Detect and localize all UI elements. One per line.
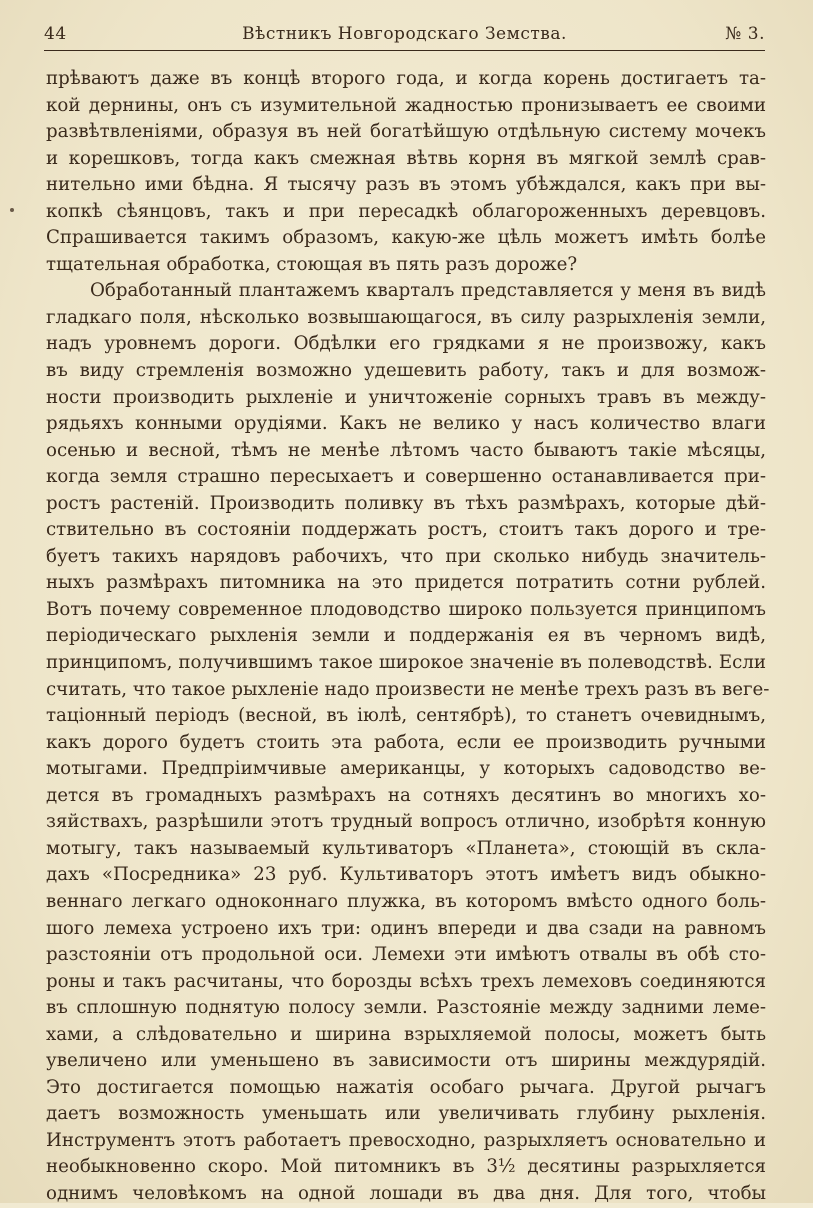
text-line: даетъ возможность уменьшать или увеличивать глубину рыхленія.: [46, 1103, 766, 1125]
text-line: прѣваютъ даже въ концѣ второго года, и когда корень достигаетъ та-: [46, 68, 766, 89]
text-line: ствительно въ состояніи поддержать ростъ, стоитъ такъ дорого и тре-: [46, 519, 766, 541]
text-line: рядьяхъ конными орудіями. Какъ не велико у насъ количество влаги: [46, 413, 766, 435]
journal-title: Вѣстникъ Новгородскаго Земства.: [242, 24, 567, 44]
issue-number: № 3.: [725, 24, 765, 44]
text-line: періодическаго рыхленія земли и поддержанія ея въ черномъ видѣ,: [46, 625, 766, 647]
text-line: однимъ человѣкомъ на одной лошади въ два дня. Для того, чтобы: [46, 1182, 766, 1204]
text-line: разстояніи отъ продольной оси. Лемехи эти имѣютъ отвалы въ обѣ сто-: [46, 944, 766, 966]
text-line: таціонный періодъ (весной, въ іюлѣ, сентябрѣ), то станетъ очевиднымъ,: [46, 705, 766, 727]
text-line: увеличено или уменьшено въ зависимости отъ ширины междурядій.: [46, 1050, 766, 1072]
text-line: нительно ими бѣдна. Я тысячу разъ въ этомъ убѣждался, какъ при вы-: [46, 174, 766, 196]
text-line: Вотъ почему современное плодоводство широко пользуется принципомъ: [46, 598, 766, 620]
header-rule: [44, 50, 765, 51]
running-header: [44, 18, 765, 48]
text-line: принципомъ, получившимъ такое широкое значеніе въ полеводствѣ. Если: [46, 652, 766, 674]
text-line: ростъ растеній. Производить поливку въ тѣхъ размѣрахъ, которые дѣй-: [46, 492, 766, 514]
text-line: развѣтвленіями, образуя въ ней богатѣйшую отдѣльную систему мочекъ: [46, 121, 766, 143]
text-line: ности производить рыхленіе и уничтоженіе сорныхъ травъ въ между-: [46, 386, 766, 408]
text-line: необыкновенно скоро. Мой питомникъ въ 3½ десятины разрыхляется: [46, 1156, 766, 1178]
text-line: мотыгу, такъ называемый культиваторъ «Планета», стоющій въ скла-: [46, 837, 766, 859]
text-line: веннаго легкаго одноконнаго плужка, въ которомъ вмѣсто одного боль-: [46, 890, 766, 912]
text-line: Спрашивается такимъ образомъ, какую-же цѣль можетъ имѣть болѣе: [46, 227, 766, 249]
article-body: [46, 66, 770, 1208]
text-line: дется въ громадныхъ размѣрахъ на сотняхъ десятинъ во многихъ хо-: [46, 784, 766, 806]
text-line: Инструментъ этотъ работаетъ превосходно, разрыхляетъ основательно и: [46, 1129, 766, 1151]
text-line: хами, а слѣдовательно и ширина взрыхляемой полосы, можетъ быть: [46, 1023, 766, 1045]
margin-mark: [10, 208, 14, 212]
text-line: мотыгами. Предпріимчивые американцы, у которыхъ садоводство ве-: [46, 758, 766, 780]
text-line: буетъ такихъ нарядовъ рабочихъ, что при сколько нибудь значитель-: [46, 545, 766, 567]
text-line: считать, что такое рыхленіе надо произвести не менѣе трехъ разъ въ веге-: [46, 678, 770, 700]
text-line: въ сплошную поднятую полосу земли. Разстояніе между задними леме-: [46, 997, 766, 1019]
text-line: ныхъ размѣрахъ питомника на это придется потратить сотни рублей.: [46, 572, 766, 594]
text-line: роны и такъ расчитаны, что борозды всѣхъ трехъ лемеховъ соединяются: [46, 970, 766, 992]
text-line: копкѣ сѣянцовъ, такъ и при пересадкѣ облагороженныхъ деревцовъ.: [46, 200, 766, 222]
text-line: осенью и весной, тѣмъ не менѣе лѣтомъ часто бываютъ такіе мѣсяцы,: [46, 439, 766, 461]
text-line: какъ дорого будетъ стоить эта работа, если ее производить ручными: [46, 731, 766, 753]
text-line: Это достигается помощью нажатія особаго рычага. Другой рычагъ: [46, 1076, 766, 1098]
text-line: надъ уровнемъ дороги. Обдѣлки его грядками я не произвожу, какъ: [46, 333, 766, 355]
text-line: тщательная обработка, стоющая въ пять разъ дороже?: [46, 253, 578, 275]
text-line: кой дернины, онъ съ изумительной жадностью пронизываетъ ее своими: [46, 94, 766, 116]
text-line: гладкаго поля, нѣсколько возвышающагося, въ силу разрыхленія земли,: [46, 306, 766, 328]
text-line: когда земля страшно пересыхаетъ и совершенно останавливается при-: [46, 466, 766, 488]
text-line: шого лемеха устроено ихъ три: одинъ впереди и два сзади на равномъ: [46, 917, 766, 939]
text-line: дахъ «Посредника» 23 руб. Культиваторъ этотъ имѣетъ видъ обыкно-: [46, 864, 766, 886]
page-number: 44: [44, 24, 67, 44]
text-line: и корешковъ, тогда какъ смежная вѣтвь корня въ мягкой землѣ срав-: [46, 147, 766, 169]
text-line: въ виду стремленія возможно удешевить работу, такъ и для возмож-: [46, 360, 766, 382]
text-line: Обработанный плантажемъ кварталъ представляется у меня въ видѣ: [90, 280, 766, 302]
text-line: зяйствахъ, разрѣшили этотъ трудный вопросъ отлично, изобрѣтя конную: [46, 811, 766, 833]
